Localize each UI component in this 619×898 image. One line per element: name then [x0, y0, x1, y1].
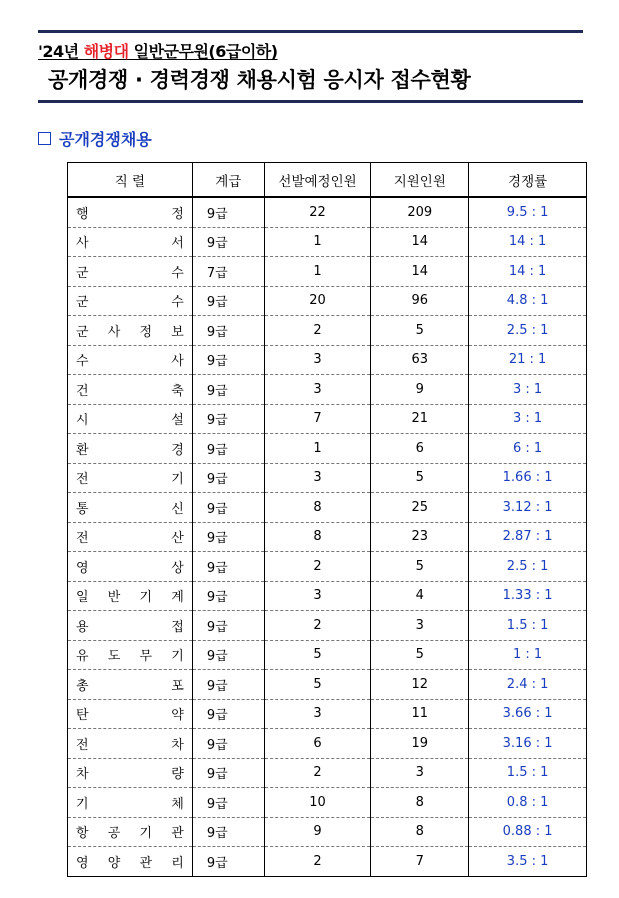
cell-planned: 2 [264, 316, 371, 346]
cell-job [68, 552, 193, 582]
cell-job [68, 758, 193, 788]
cell-job [68, 522, 193, 552]
table-row [68, 699, 587, 729]
header-job: 직 렬 [68, 163, 193, 198]
job-name: 시 설 [76, 413, 184, 429]
cell-grade: 9급 [192, 522, 264, 552]
header-highlight: 해병대 [83, 42, 129, 61]
cell-grade: 9급 [192, 345, 264, 375]
cell-grade: 9급 [192, 699, 264, 729]
checkbox-square-icon [38, 132, 51, 145]
cell-applicants: 5 [371, 316, 469, 346]
cell-grade: 9급 [192, 640, 264, 670]
cell-applicants: 3 [371, 611, 469, 641]
cell-job [68, 670, 193, 700]
job-name: 행 정 [76, 206, 184, 222]
cell-planned: 22 [264, 197, 371, 227]
cell-ratio: 3.16 : 1 [469, 729, 587, 759]
header-year: '24년 [38, 42, 84, 61]
cell-applicants: 5 [371, 463, 469, 493]
cell-grade: 9급 [192, 463, 264, 493]
cell-job [68, 493, 193, 523]
cell-ratio: 2.5 : 1 [469, 316, 587, 346]
header-grade: 계급 [192, 163, 264, 198]
header-applicants: 지원인원 [371, 163, 469, 198]
page-title: 공개경쟁 · 경력경쟁 채용시험 응시자 접수현황 [48, 68, 471, 92]
cell-applicants: 6 [371, 434, 469, 464]
cell-ratio: 21 : 1 [469, 345, 587, 375]
cell-ratio: 3.5 : 1 [469, 847, 587, 877]
cell-planned: 20 [264, 286, 371, 316]
cell-ratio: 6 : 1 [469, 434, 587, 464]
job-name: 수 사 [76, 354, 184, 370]
cell-job [68, 699, 193, 729]
header-subtitle [38, 39, 583, 62]
cell-ratio: 2.5 : 1 [469, 552, 587, 582]
job-name: 유 도 무 기 [76, 649, 184, 665]
table-row [68, 640, 587, 670]
job-name: 사 서 [76, 236, 184, 252]
cell-ratio: 4.8 : 1 [469, 286, 587, 316]
cell-planned: 9 [264, 817, 371, 847]
header-rule-top [38, 30, 583, 33]
table-row [68, 345, 587, 375]
table-row [68, 493, 587, 523]
cell-applicants: 12 [371, 670, 469, 700]
table-row [68, 375, 587, 405]
cell-job [68, 286, 193, 316]
cell-grade: 9급 [192, 286, 264, 316]
table-row [68, 758, 587, 788]
cell-job [68, 729, 193, 759]
cell-applicants: 4 [371, 581, 469, 611]
cell-grade: 9급 [192, 729, 264, 759]
job-name: 건 축 [76, 383, 184, 399]
cell-job [68, 817, 193, 847]
cell-job [68, 257, 193, 287]
cell-ratio: 2.87 : 1 [469, 522, 587, 552]
cell-job [68, 375, 193, 405]
table-row [68, 434, 587, 464]
cell-job [68, 345, 193, 375]
table-row [68, 316, 587, 346]
cell-job [68, 640, 193, 670]
cell-grade: 9급 [192, 197, 264, 227]
cell-applicants: 9 [371, 375, 469, 405]
cell-job [68, 581, 193, 611]
cell-job [68, 227, 193, 257]
job-name: 전 기 [76, 472, 184, 488]
document-header [38, 30, 583, 103]
cell-ratio: 3.12 : 1 [469, 493, 587, 523]
cell-ratio: 3 : 1 [469, 375, 587, 405]
table-row [68, 817, 587, 847]
cell-applicants: 8 [371, 788, 469, 818]
table-row [68, 788, 587, 818]
job-name: 용 접 [76, 619, 184, 635]
cell-ratio: 0.88 : 1 [469, 817, 587, 847]
cell-applicants: 5 [371, 552, 469, 582]
cell-applicants: 14 [371, 257, 469, 287]
job-name: 일 반 기 계 [76, 590, 184, 606]
cell-planned: 3 [264, 345, 371, 375]
cell-grade: 9급 [192, 316, 264, 346]
cell-grade: 9급 [192, 611, 264, 641]
cell-planned: 5 [264, 670, 371, 700]
cell-grade: 7급 [192, 257, 264, 287]
cell-applicants: 5 [371, 640, 469, 670]
cell-planned: 2 [264, 758, 371, 788]
cell-planned: 7 [264, 404, 371, 434]
table-row [68, 286, 587, 316]
job-name: 탄 약 [76, 708, 184, 724]
cell-grade: 9급 [192, 227, 264, 257]
cell-grade: 9급 [192, 788, 264, 818]
cell-ratio: 1.5 : 1 [469, 611, 587, 641]
cell-grade: 9급 [192, 758, 264, 788]
cell-job [68, 197, 193, 227]
section-title: 공개경쟁채용 [59, 130, 152, 149]
table-header-row [68, 163, 587, 198]
job-name: 군 수 [76, 265, 184, 281]
cell-ratio: 1.33 : 1 [469, 581, 587, 611]
cell-ratio: 1 : 1 [469, 640, 587, 670]
job-name: 전 산 [76, 531, 184, 547]
job-name: 영 상 [76, 560, 184, 576]
job-name: 차 량 [76, 767, 184, 783]
job-name: 항 공 기 관 [76, 826, 184, 842]
table-row [68, 729, 587, 759]
cell-grade: 9급 [192, 493, 264, 523]
cell-applicants: 96 [371, 286, 469, 316]
cell-ratio: 14 : 1 [469, 227, 587, 257]
header-rule-bottom [38, 100, 583, 103]
cell-applicants: 209 [371, 197, 469, 227]
cell-planned: 8 [264, 493, 371, 523]
cell-applicants: 8 [371, 817, 469, 847]
cell-planned: 1 [264, 434, 371, 464]
table-row [68, 552, 587, 582]
job-name: 환 경 [76, 442, 184, 458]
job-name: 군 사 정 보 [76, 324, 184, 340]
cell-job [68, 404, 193, 434]
table-row [68, 404, 587, 434]
cell-ratio: 1.5 : 1 [469, 758, 587, 788]
cell-ratio: 1.66 : 1 [469, 463, 587, 493]
cell-applicants: 25 [371, 493, 469, 523]
cell-job [68, 611, 193, 641]
cell-grade: 9급 [192, 817, 264, 847]
table-row [68, 581, 587, 611]
cell-grade: 9급 [192, 404, 264, 434]
cell-planned: 6 [264, 729, 371, 759]
cell-grade: 9급 [192, 847, 264, 877]
cell-planned: 3 [264, 581, 371, 611]
table-row [68, 463, 587, 493]
cell-planned: 1 [264, 227, 371, 257]
job-name: 전 차 [76, 737, 184, 753]
cell-grade: 9급 [192, 434, 264, 464]
cell-ratio: 14 : 1 [469, 257, 587, 287]
cell-applicants: 3 [371, 758, 469, 788]
table-row [68, 847, 587, 877]
section-heading [38, 127, 152, 150]
cell-job [68, 847, 193, 877]
table-row [68, 670, 587, 700]
cell-planned: 3 [264, 699, 371, 729]
job-name: 총 포 [76, 678, 184, 694]
cell-planned: 3 [264, 375, 371, 405]
cell-planned: 1 [264, 257, 371, 287]
job-name: 군 수 [76, 295, 184, 311]
cell-grade: 9급 [192, 375, 264, 405]
applicants-table [67, 162, 587, 877]
cell-applicants: 19 [371, 729, 469, 759]
cell-applicants: 63 [371, 345, 469, 375]
job-name: 통 신 [76, 501, 184, 517]
cell-planned: 10 [264, 788, 371, 818]
cell-grade: 9급 [192, 670, 264, 700]
cell-ratio: 3 : 1 [469, 404, 587, 434]
cell-job [68, 434, 193, 464]
cell-grade: 9급 [192, 581, 264, 611]
cell-applicants: 23 [371, 522, 469, 552]
job-name: 기 체 [76, 796, 184, 812]
cell-planned: 2 [264, 611, 371, 641]
cell-job [68, 463, 193, 493]
header-planned: 선발예정인원 [264, 163, 371, 198]
cell-ratio: 9.5 : 1 [469, 197, 587, 227]
cell-applicants: 11 [371, 699, 469, 729]
header-suffix: 일반군무원(6급이하) [128, 42, 278, 61]
cell-grade: 9급 [192, 552, 264, 582]
cell-job [68, 788, 193, 818]
header-ratio: 경쟁률 [469, 163, 587, 198]
cell-ratio: 2.4 : 1 [469, 670, 587, 700]
cell-planned: 2 [264, 847, 371, 877]
cell-applicants: 7 [371, 847, 469, 877]
cell-applicants: 14 [371, 227, 469, 257]
cell-planned: 8 [264, 522, 371, 552]
table-row [68, 522, 587, 552]
cell-planned: 3 [264, 463, 371, 493]
cell-applicants: 21 [371, 404, 469, 434]
cell-ratio: 3.66 : 1 [469, 699, 587, 729]
cell-planned: 2 [264, 552, 371, 582]
table-row [68, 257, 587, 287]
table-row [68, 197, 587, 227]
cell-planned: 5 [264, 640, 371, 670]
job-name: 영 양 관 리 [76, 855, 184, 871]
table-row [68, 227, 587, 257]
cell-job [68, 316, 193, 346]
cell-ratio: 0.8 : 1 [469, 788, 587, 818]
table-row [68, 611, 587, 641]
